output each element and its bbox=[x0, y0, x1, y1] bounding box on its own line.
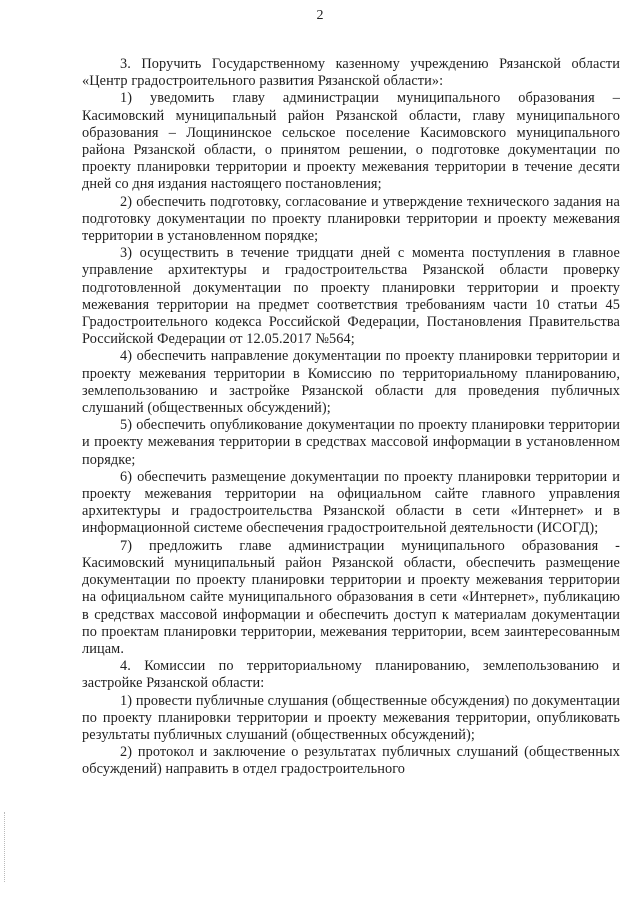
paragraph-item-2: 2) обеспечить подготовку, согласование и утверждение технического задания на подготовку документации по проекту планировки территории и проекту межевания территории в установленном порядке; bbox=[82, 193, 620, 245]
paragraph-item-4-2: 2) протокол и заключение о результатах публичных слушаний (общественных обсуждений) направить в отдел градостроительного bbox=[82, 744, 620, 778]
document-body bbox=[82, 56, 620, 779]
paragraph-item-5: 5) обеспечить опубликование документации по проекту планировки территории и проекту межевания территории в средствах массовой информации в установленном порядке; bbox=[82, 417, 620, 468]
paragraph-item-1: 1) уведомить главу администрации муниципального образования – Касимовский муниципальный район Рязанской области, главу муниципального образования – Лощининское сельское поселение Касимовского муниципального района Рязанской области, о принятом решении, о подготовке документации по проекту планировки территории и проекту межевания территории в течение десяти дней со дня издания настоящего постановления; bbox=[82, 90, 620, 193]
paragraph-item-4-1: 1) провести публичные слушания (общественные обсуждения) по документации по проекту планировки территории и проекту межевания территории, опубликовать результаты публичных слушаний (общественных обсуждений); bbox=[82, 692, 620, 743]
paragraph-item-6: 6) обеспечить размещение документации по проекту планировки территории и проекту межевания территории на официальном сайте главного управления архитектуры и градостроительства Рязанской области в сети «Интернет» и в информационной системе обеспечения градостроительной деятельности (ИСОГД); bbox=[82, 468, 620, 537]
paragraph-item-3: 3) осуществить в течение тридцати дней с момента поступления в главное управление архитектуры и градостроительства Рязанской области проверку подготовленной документации по проекту планировки территории и проекту межевания территории на предмет соответствия требованиям части 10 статьи 45 Градостроительного кодекса Российской Федерации, Постановления Правительства Российской Федерации от 12.05.2017 №564; bbox=[82, 245, 620, 348]
paragraph-section-4: 4. Комиссии по территориальному планированию, землепользованию и застройке Рязанской области: bbox=[82, 658, 620, 692]
paragraph-item-7: 7) предложить главе администрации муниципального образования - Касимовский муниципальный район Рязанской области, обеспечить размещение документации по проекту планировки территории и проекту межевания территории на официальном сайте муниципального образования в сети «Интернет», публикацию в средствах массовой информации и обеспечить доступ к материалам документации по проектам планировки территории, межевания территории, всем заинтересованным лицам. bbox=[82, 537, 620, 657]
paragraph-section-3: 3. Поручить Государственному казенному учреждению Рязанской области «Центр градостроительного развития Рязанской области»: bbox=[82, 56, 620, 90]
paragraph-item-4: 4) обеспечить направление документации по проекту планировки территории и проекту межевания территории в Комиссию по территориальному планированию, землепользованию и застройке Рязанской области для проведения публичных слушаний (общественных обсуждений); bbox=[82, 348, 620, 417]
scan-margin-mark bbox=[4, 812, 7, 882]
page-number: 2 bbox=[316, 8, 324, 23]
